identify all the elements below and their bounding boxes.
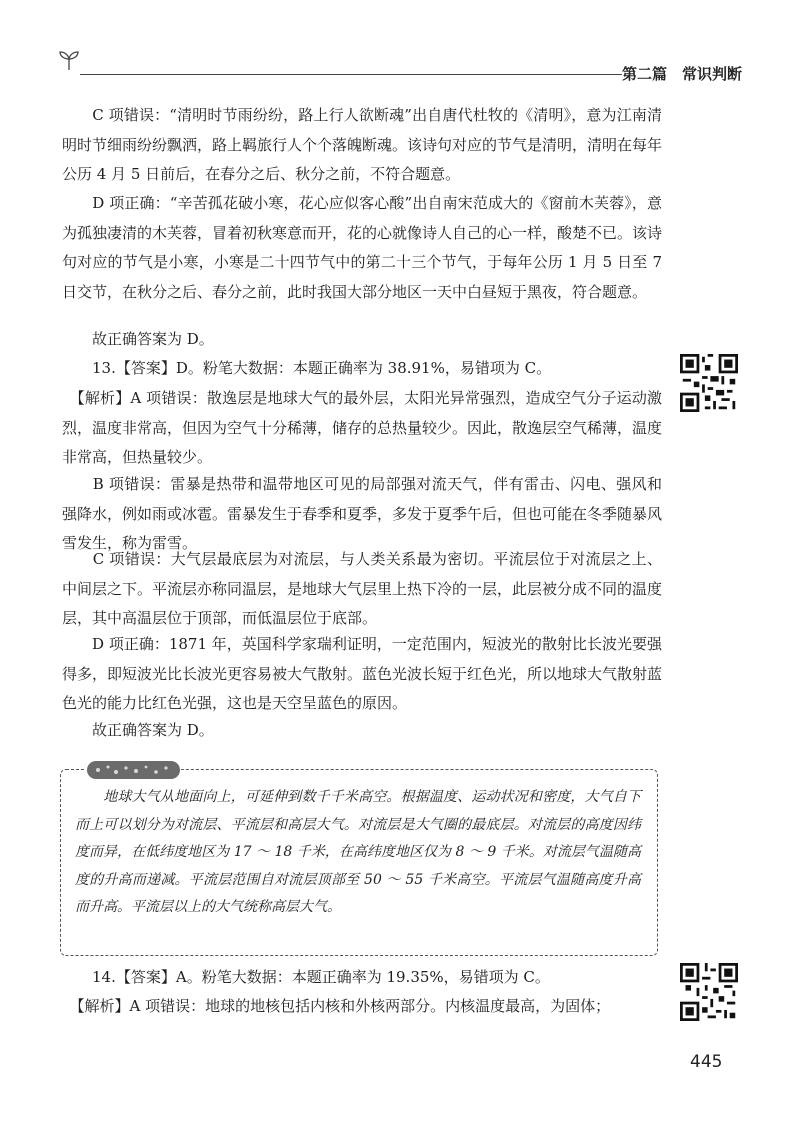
leaf-ornament-icon	[58, 48, 80, 72]
section-label: 第二篇 常识判断	[621, 65, 742, 83]
running-header	[62, 60, 742, 86]
qr-code-icon[interactable]	[680, 963, 738, 1021]
answer-conclusion-q13: 故正确答案为 D。	[62, 721, 214, 739]
option-c-explanation-q12: C 项错误：“清明时节雨纷纷，路上行人欲断魂”出自唐代杜牧的《清明》，意为江南清明时节细雨纷纷飘洒，路上羁旅行人个个落魄断魂。该诗句对应的节气是清明，清明在每年公历 4 月 5 日前后，在春分之后、秋分之前，不符合题意。	[62, 106, 663, 183]
analysis-option-a-q14: 【解析】A 项错误：地球的地核包括内核和外核两部分。内核温度最高，为固体；	[62, 997, 611, 1015]
qr-code-icon[interactable]	[680, 354, 738, 412]
page-number: 445	[690, 1052, 723, 1072]
header-rule	[80, 74, 622, 75]
answer-conclusion-q12: 故正确答案为 D。	[62, 330, 214, 348]
analysis-option-c-q13: C 项错误：大气层最底层为对流层，与人类关系最为密切。平流层位于对流层之上、中间层之下。平流层亦称同温层，是地球大气层里上热下冷的一层，此层被分成不同的温度层，其中高温层位于顶部，而低温层位于底部。	[62, 550, 663, 627]
analysis-option-d-q13: D 项正确：1871 年，英国科学家瑞利证明，一定范围内，短波光的散射比长波光要强得多，即短波光比长波光更容易被大气散射。蓝色光波长短于红色光，所以地球大气散射蓝色光的能力比红色光强，这也是天空呈蓝色的原因。	[62, 635, 663, 712]
analysis-option-b-q13: B 项错误：雷暴是热带和温带地区可见的局部强对流天气，伴有雷击、闪电、强风和强降水，例如雨或冰雹。雷暴发生于春季和夏季，多发于夏季午后，但也可能在冬季随暴风雪发生，称为雷雪。	[62, 475, 663, 552]
answer-header-q14: 14.【答案】A。粉笔大数据：本题正确率为 19.35%，易错项为 C。	[62, 968, 550, 986]
answer-header-q13: 13.【答案】D。粉笔大数据：本题正确率为 38.91%，易错项为 C。	[62, 359, 552, 377]
analysis-option-a-q13: 【解析】A 项错误：散逸层是地球大气的最外层，太阳光异常强烈，造成空气分子运动激烈，温度非常高，但因为空气十分稀薄，储存的总热量较少。因此，散逸层空气稀薄，温度非常高，但热量较少。	[62, 389, 663, 466]
knowledge-note-box	[60, 769, 658, 956]
note-tag-badge-icon	[86, 760, 181, 780]
option-d-explanation-q12: D 项正确：“辛苦孤花破小寒，花心应似客心酸”出自南宋范成大的《窗前木芙蓉》，意为孤独凄清的木芙蓉，冒着初秋寒意而开，花的心就像诗人自己的心一样，酸楚不已。该诗句对应的节气是小寒，小寒是二十四节气中的第二十三个节气，于每年公历 1 月 5 日至 7 日交节，在秋分之后、春分之前，此时我国大部分地区一天中白昼短于黑夜，符合题意。	[62, 194, 667, 301]
note-text: 地球大气从地面向上，可延伸到数千千米高空。根据温度、运动状况和密度，大气自下而上可以划分为对流层、平流层和高层大气。对流层是大气圈的最底层。对流层的高度因纬度而异，在低纬度地区为 17 ～ 18 千米，在高纬度地区仅为 8 ～ 9 千米。对流层气温随高度的升高而递减。平流层范围自对流层顶部至 50 ～ 55 千米高空。平流层气温随高度升高而升高。平流层以上的大气统称高层大气。	[75, 789, 641, 915]
